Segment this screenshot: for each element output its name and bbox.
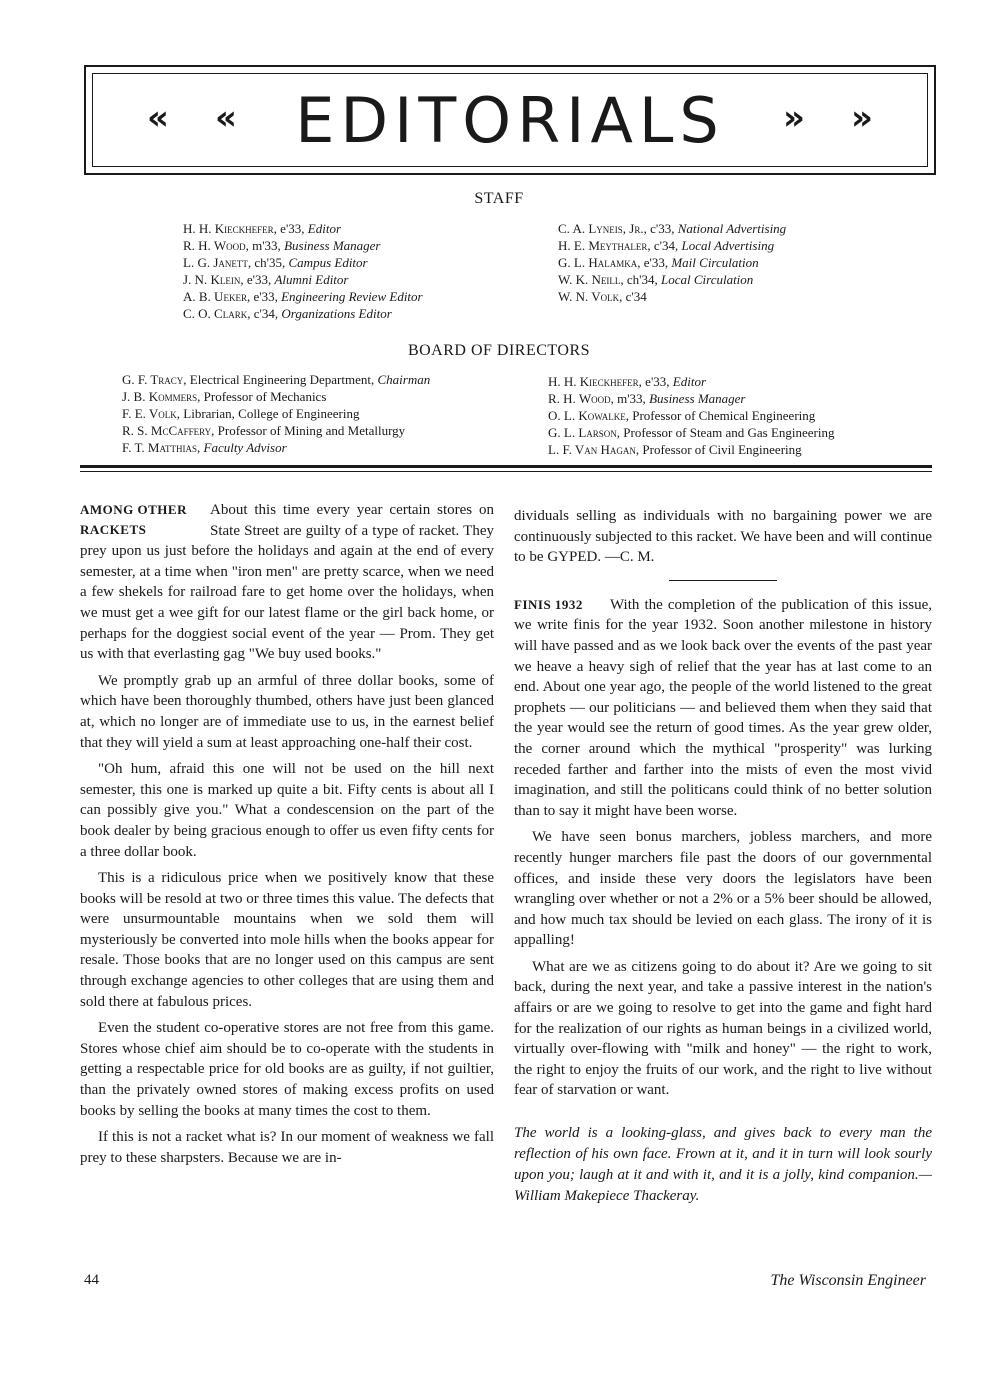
article1-paragraph: "Oh hum, afraid this one will not be used on the hill next semester, this one is marked up quite a bit. Fifty cents is about all I can possibly give you." What a condescension on the part of the book dealer by being gracious enough to offer us even fifty cents for a three dollar book. [80, 761, 494, 860]
person-name: H. H. Kieckhefer [183, 221, 274, 236]
person-name: W. N. Volk [558, 289, 620, 304]
person-detail: , c'34 [619, 289, 647, 304]
person-name: O. L. Kowalke [548, 408, 626, 423]
right-column [514, 506, 932, 1207]
person-entry [548, 373, 834, 390]
article-separator [669, 580, 777, 581]
article2-paragraph: We have seen bonus marchers, jobless marchers, and more recently hunger marchers file past the doors of our governmental offices, and inside these very doors the legislators have been wrangling over whether or not a 2% or a 5% beer should be allowed, and how much tax should be levied on each glass. The irony of it is appalling! [514, 829, 932, 949]
person-entry [548, 390, 834, 407]
article2-heading: FINIS 1932 [514, 596, 583, 612]
person-name: L. G. Janett [183, 255, 248, 270]
thackeray-quote: The world is a looking-glass, and gives back to every man the reflection of his own face. Frown at it, and it in turn will look sourly upon you; laugh at it and with it, and it is a jolly, kind companion.—William Makepiece Thackeray. [514, 1125, 932, 1205]
banner-inner-frame [92, 73, 928, 167]
person-name: R. H. Wood [183, 238, 246, 253]
person-role: Alumni Editor [274, 272, 349, 287]
person-detail: , e'33, [246, 289, 282, 304]
person-detail: , Professor of Civil Engineering [635, 442, 802, 457]
publication-name: The Wisconsin Engineer [770, 1272, 926, 1289]
person-role: Faculty Advisor [203, 440, 287, 455]
person-detail: , e'33, [638, 374, 673, 389]
person-detail: , e'33, [637, 255, 672, 270]
person-name: J. B. Kommers [122, 389, 198, 404]
person-entry [558, 237, 786, 254]
person-detail: , Professor of Steam and Gas Engineering [616, 425, 835, 440]
person-role: Engineering Review Editor [281, 289, 423, 304]
person-entry [183, 271, 423, 288]
person-detail: , [197, 440, 204, 455]
person-entry [122, 388, 430, 405]
person-detail: , c'34, [247, 306, 282, 321]
person-role: Organizations Editor [281, 306, 392, 321]
person-name: G. L. Larson [548, 425, 617, 440]
person-entry [122, 371, 430, 388]
person-name: A. B. Ueker [183, 289, 247, 304]
person-entry [548, 441, 834, 458]
staff-list-left [183, 220, 423, 322]
person-detail: , Professor of Chemical Engineering [625, 408, 816, 423]
person-entry [558, 271, 786, 288]
left-guillemet-1: « [147, 98, 169, 138]
staff-list-right [558, 220, 786, 305]
article2-paragraph: With the completion of the publication of this issue, we write finis for the year 1932. Soon another milestone in history will have passed and as we look back over the events of the past year we heave a heavy sigh of relief that the year has at last come to an end. About one year ago, the people of the world listened to the great prophets — our politicians — and believed them when they said that the year would see the return of good times. As the year grew older, the corner around which the mythical "prosperity" was lurking receded farther and farther into the mists of even the most vivid imagination, and still the politicans could think of no better solution than to say it might have been worse. [514, 596, 932, 819]
person-role: National Advertising [677, 221, 787, 236]
left-column [80, 500, 494, 1174]
board-list-left [122, 371, 430, 456]
person-role: Business Manager [284, 238, 381, 253]
article1-continuation: dividuals selling as individuals with no bargaining power we are continuously subjected to this racket. We have been and will continue to be GYPED. —C. M. [514, 508, 932, 566]
person-detail: , Professor of Mining and Metallurgy [211, 423, 406, 438]
person-name: C. O. Clark [183, 306, 248, 321]
person-role: Local Circulation [660, 272, 754, 287]
person-entry [558, 220, 786, 237]
person-entry [183, 220, 423, 237]
person-detail: , ch'35, [247, 255, 289, 270]
person-name: C. A. Lyneis, Jr. [558, 221, 644, 236]
person-detail: , Professor of Mechanics [197, 389, 327, 404]
person-name: F. E. Volk [122, 406, 177, 421]
person-detail: , c'33, [643, 221, 678, 236]
person-detail: , e'33, [240, 272, 275, 287]
article1-paragraph: We promptly grab up an armful of three dollar books, some of which have been thoroughly thumbed, others have just been glanced at, which no longer are of immediate use to us, in the earnest belief that they will yield a sum at least approaching one-half their cost. [80, 672, 494, 751]
person-entry [558, 254, 786, 271]
page-title: EDITORIALS [295, 84, 725, 157]
board-heading: BOARD OF DIRECTORS [407, 342, 591, 359]
article1-paragraph: Even the student co-operative stores are not free from this game. Stores whose chief aim should be to co-operate with the students in getting a respectable price for old books are as guilty, if not guiltier, than the privately owned stores of making excess profits on used books by selling the books at many times the cost to them. [80, 1020, 494, 1119]
person-entry [183, 237, 423, 254]
article1-heading-line2: RACKETS [80, 522, 147, 537]
person-role: Editor [672, 374, 707, 389]
person-role: Campus Editor [288, 255, 368, 270]
person-entry [122, 405, 430, 422]
person-detail: , Librarian, College of Engineering [176, 406, 360, 421]
board-list-right [548, 373, 834, 458]
article1-heading [80, 500, 210, 540]
article1-paragraph: This is a ridiculous price when we positively know that these books will be resold at two or three times this value. The defects that were unsurmountable mountains when we sold them will mysteriously be converted into mole hills when the books appear for resale. Those books that are no longer used on this campus are sent through exchange agencies to other colleges that are using them and sold there at fabulous prices. [80, 870, 494, 1010]
staff-heading: STAFF [474, 190, 524, 207]
person-name: F. T. Matthias [122, 440, 197, 455]
person-name: R. H. Wood [548, 391, 611, 406]
person-name: H. E. Meythaler [558, 238, 648, 253]
person-detail: , ch'34, [620, 272, 661, 287]
section-divider-thick [80, 465, 932, 468]
person-detail: , c'34, [647, 238, 682, 253]
person-entry [558, 288, 786, 305]
section-divider-thin [80, 471, 932, 472]
right-guillemet-1: » [783, 98, 805, 138]
person-name: H. H. Kieckhefer [548, 374, 639, 389]
page-number: 44 [84, 1272, 99, 1288]
person-name: R. S. McCaffery [122, 423, 212, 438]
person-detail: , m'33, [245, 238, 285, 253]
person-name: G. L. Halamka [558, 255, 638, 270]
article1-paragraph: If this is not a racket what is? In our moment of weakness we fall prey to these sharpsters. Because we are in- [80, 1129, 494, 1166]
article1-heading-line1: AMONG OTHER [80, 502, 187, 517]
person-role: Mail Circulation [671, 255, 759, 270]
person-name: J. N. Klein [183, 272, 241, 287]
person-entry [548, 424, 834, 441]
person-detail: , Electrical Engineering Department, [183, 372, 378, 387]
editorials-banner [84, 65, 936, 175]
person-role: Editor [307, 221, 342, 236]
article1-paragraph: About this time every year certain stores on State Street are guilty of a type of racket. They prey upon us just before the holidays and again at the end of every semester, at a time when "iron men" are pretty scarce, when we need a few shekels for railroad fare to get home over the holidays, when we must get a wee gift for our latest flame or the girl back home, or perhaps for the doggiest social event of the year — Prom. They get us with that everlasting gag "We buy used books." [80, 502, 494, 663]
article2-paragraph: What are we as citizens going to do about it? Are we going to sit back, during the next year, and take a passive interest in the nation's affairs or are we going to resolve to get into the game and fight hard for the realization of our rights as human beings in a civilized world, virtually over-flowing with "milk and honey" — the right to work, the right to enjoy the fruits of our work, and the right to live without fear of starvation or want. [514, 958, 932, 1099]
person-role: Chairman [377, 372, 431, 387]
person-entry [183, 254, 423, 271]
person-role: Business Manager [649, 391, 746, 406]
person-entry [122, 439, 430, 456]
person-role: Local Advertising [681, 238, 775, 253]
person-entry [122, 422, 430, 439]
person-name: G. F. Tracy [122, 372, 184, 387]
person-name: W. K. Neill [558, 272, 621, 287]
person-entry [548, 407, 834, 424]
person-detail: , m'33, [610, 391, 650, 406]
left-guillemet-2: « [215, 98, 237, 138]
right-guillemet-2: » [851, 98, 873, 138]
person-detail: , e'33, [273, 221, 308, 236]
person-name: L. F. Van Hagan [548, 442, 636, 457]
person-entry [183, 305, 423, 322]
person-entry [183, 288, 423, 305]
